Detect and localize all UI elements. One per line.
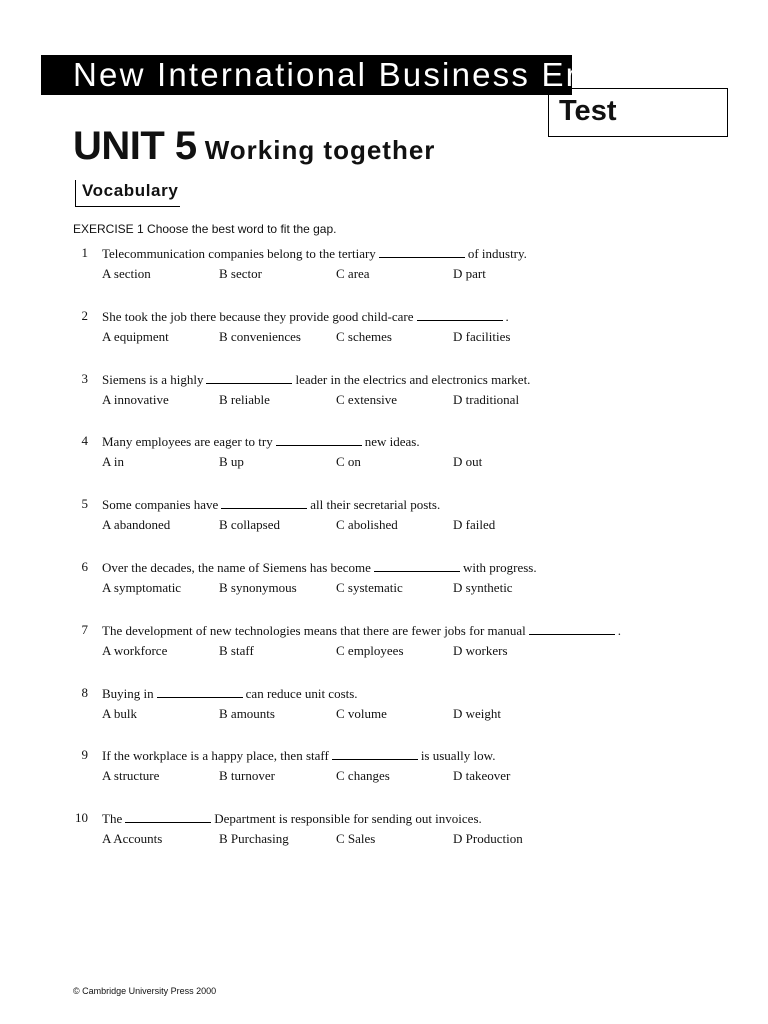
- question-text-after: all their secretarial posts.: [310, 497, 441, 512]
- answer-option: A in: [102, 454, 125, 469]
- answer-blank[interactable]: [206, 371, 292, 384]
- question-text: [102, 559, 537, 576]
- answer-option: C systematic: [336, 580, 403, 595]
- answer-option: A equipment: [102, 329, 169, 344]
- question-number: 8: [81, 685, 88, 700]
- question-text-before: If the workplace is a happy place, then staff: [102, 748, 329, 763]
- answer-option: C on: [336, 454, 361, 469]
- answer-blank[interactable]: [529, 622, 615, 635]
- answer-option: C volume: [336, 706, 387, 721]
- answer-option: A abandoned: [102, 517, 171, 532]
- answer-option: D failed: [453, 517, 496, 532]
- question-text: [102, 685, 358, 702]
- answer-option: A workforce: [102, 643, 168, 658]
- question-text: [102, 496, 440, 513]
- question-number: 2: [81, 308, 88, 323]
- unit-number: UNIT 5: [73, 124, 197, 168]
- section-heading: Vocabulary: [75, 180, 180, 207]
- answer-blank[interactable]: [379, 245, 465, 258]
- answer-option: A innovative: [102, 392, 169, 407]
- question-text-before: Many employees are eager to try: [102, 434, 273, 449]
- answer-option: D weight: [453, 706, 502, 721]
- answer-option: A bulk: [102, 706, 138, 721]
- question-text-before: She took the job there because they provide good child-care: [102, 309, 414, 324]
- question-text: [102, 747, 495, 764]
- answer-option: A symptomatic: [102, 580, 182, 595]
- answer-option: A structure: [102, 768, 160, 783]
- answer-option: B amounts: [219, 706, 275, 721]
- answer-blank[interactable]: [417, 308, 503, 321]
- answer-option: A section: [102, 266, 151, 281]
- question-text-after: .: [505, 309, 509, 324]
- answer-option: D Production: [453, 831, 523, 846]
- question-text-before: Some companies have: [102, 497, 219, 512]
- unit-title: Working together: [204, 135, 436, 165]
- question-text-after: new ideas.: [364, 434, 420, 449]
- question-text-before: Over the decades, the name of Siemens has become: [102, 560, 371, 575]
- question-number: 9: [81, 747, 88, 762]
- answer-option: C schemes: [336, 329, 392, 344]
- question-text: [102, 245, 527, 262]
- answer-option: C area: [336, 266, 370, 281]
- test-label-box: Test: [548, 88, 728, 137]
- question-text-before: Buying in: [102, 686, 154, 701]
- question-text-after: is usually low.: [420, 748, 496, 763]
- question-text-after: with progress.: [462, 560, 537, 575]
- question-text: [102, 622, 621, 639]
- question-text: [102, 371, 530, 388]
- answer-option: B sector: [219, 266, 262, 281]
- answer-option: D workers: [453, 643, 508, 658]
- answer-option: B up: [219, 454, 244, 469]
- answer-blank[interactable]: [221, 496, 307, 509]
- answer-blank[interactable]: [276, 433, 362, 446]
- answer-option: D synthetic: [453, 580, 513, 595]
- question-text-after: can reduce unit costs.: [245, 686, 358, 701]
- answer-option: C Sales: [336, 831, 376, 846]
- question-number: 3: [81, 371, 88, 386]
- question-number: 10: [75, 810, 88, 825]
- answer-option: C extensive: [336, 392, 398, 407]
- answer-option: B staff: [219, 643, 254, 658]
- answer-option: B turnover: [219, 768, 275, 783]
- answer-option: C employees: [336, 643, 404, 658]
- question-text-before: The development of new technologies means that there are fewer jobs for manual: [102, 623, 526, 638]
- answer-option: D part: [453, 266, 486, 281]
- answer-option: B collapsed: [219, 517, 281, 532]
- copyright-footer: © Cambridge University Press 2000: [73, 986, 217, 996]
- question-text: [102, 433, 420, 450]
- answer-blank[interactable]: [157, 685, 243, 698]
- question-text-after: Department is responsible for sending out invoices.: [214, 811, 482, 826]
- answer-option: D takeover: [453, 768, 511, 783]
- answer-option: B synonymous: [219, 580, 297, 595]
- question-number: 4: [81, 433, 88, 448]
- answer-option: D traditional: [453, 392, 520, 407]
- question-text-before: Siemens is a highly: [102, 372, 204, 387]
- question-number: 7: [81, 622, 88, 637]
- answer-option: D facilities: [453, 329, 511, 344]
- book-title-banner: New International Business English: [41, 55, 572, 95]
- question-number: 6: [81, 559, 88, 574]
- answer-option: A Accounts: [102, 831, 163, 846]
- question-number: 5: [81, 496, 88, 511]
- exercise-instruction: EXERCISE 1 Choose the best word to fit the gap.: [73, 222, 337, 236]
- answer-blank[interactable]: [125, 810, 211, 823]
- question-text-after: leader in the electrics and electronics market.: [295, 372, 531, 387]
- question-text: [102, 810, 482, 827]
- answer-option: C changes: [336, 768, 390, 783]
- answer-option: D out: [453, 454, 483, 469]
- question-number: 1: [81, 245, 88, 260]
- question-text-before: Telecommunication companies belong to the tertiary: [102, 246, 376, 261]
- question-text-before: The: [102, 811, 123, 826]
- answer-option: B Purchasing: [219, 831, 289, 846]
- question-text-after: .: [617, 623, 622, 638]
- unit-heading: [73, 124, 435, 169]
- answer-option: B reliable: [219, 392, 270, 407]
- answer-blank[interactable]: [332, 747, 418, 760]
- answer-option: B conveniences: [219, 329, 301, 344]
- question-text: [102, 308, 509, 325]
- answer-blank[interactable]: [374, 559, 460, 572]
- answer-option: C abolished: [336, 517, 398, 532]
- question-text-after: of industry.: [467, 246, 527, 261]
